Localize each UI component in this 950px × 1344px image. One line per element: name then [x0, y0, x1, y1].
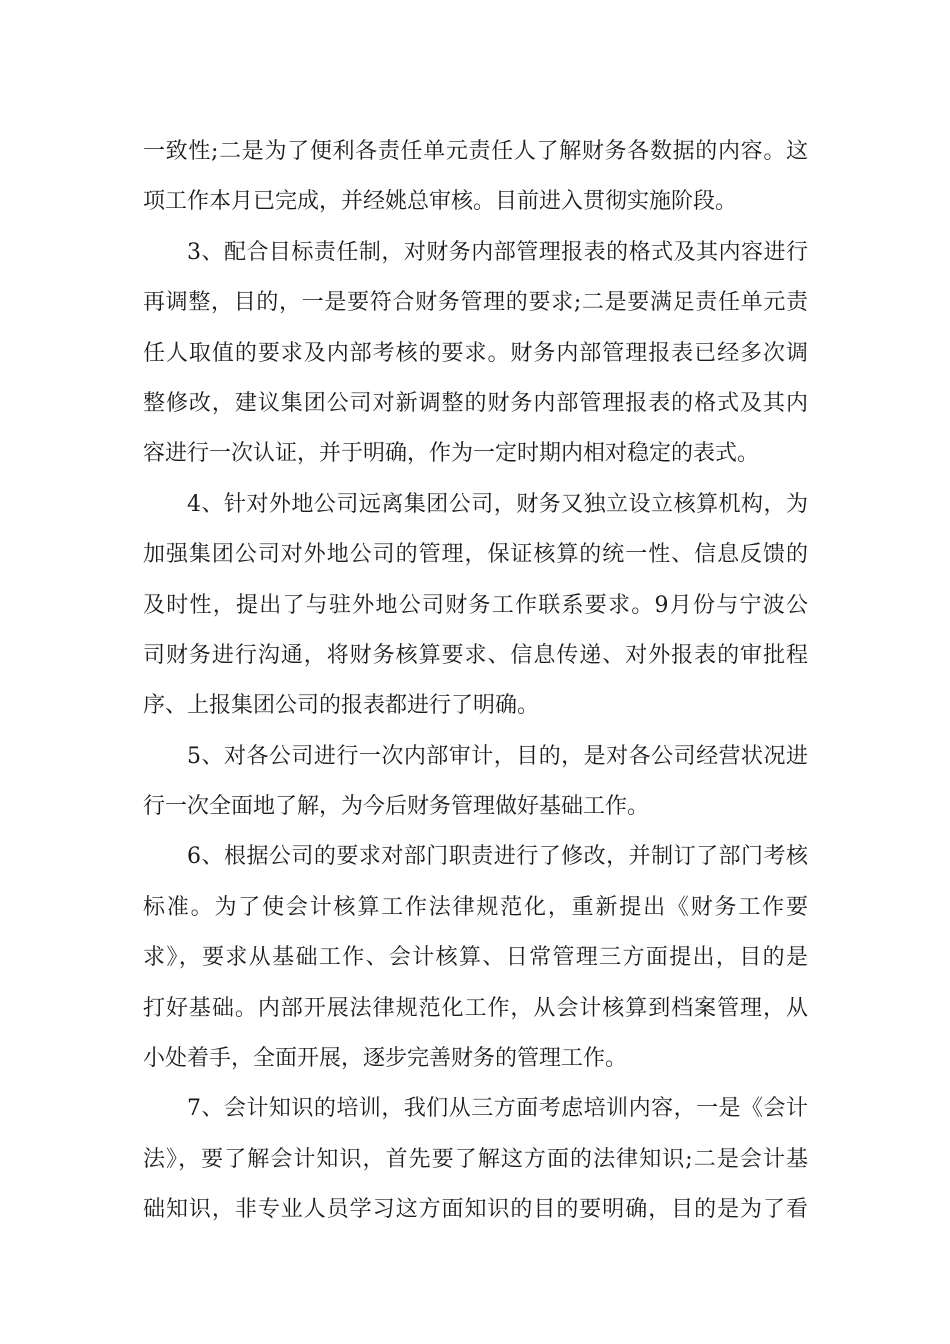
paragraph-line: 整修改，建议集团公司对新调整的财务内部管理报表的格式及其内 — [143, 390, 808, 416]
paragraph-line: 3、配合目标责任制，对财务内部管理报表的格式及其内容进行 — [187, 239, 808, 265]
paragraph-line: 5、对各公司进行一次内部审计，目的，是对各公司经营状况进 — [187, 743, 808, 769]
paragraph-line: 再调整，目的，一是要符合财务管理的要求;二是要满足责任单元责 — [143, 290, 808, 316]
paragraph-line: 及时性，提出了与驻外地公司财务工作联系要求。9月份与宁波公 — [143, 592, 808, 618]
paragraph-line: 容进行一次认证，并于明确，作为一定时期内相对稳定的表式。 — [143, 441, 760, 467]
paragraph-line: 任人取值的要求及内部考核的要求。财务内部管理报表已经多次调 — [143, 340, 808, 366]
paragraph-line: 行一次全面地了解，为今后财务管理做好基础工作。 — [143, 794, 650, 820]
paragraph-line: 标准。为了使会计核算工作法律规范化，重新提出《财务工作要 — [143, 894, 808, 920]
paragraph-line: 4、针对外地公司远离集团公司，财务又独立设立核算机构，为 — [187, 491, 808, 517]
paragraph-line: 础知识，非专业人员学习这方面知识的目的要明确，目的是为了看 — [143, 1197, 808, 1223]
paragraph-line: 6、根据公司的要求对部门职责进行了修改，并制订了部门考核 — [187, 844, 808, 870]
document-body — [143, 127, 808, 1236]
paragraph-line: 序、上报集团公司的报表都进行了明确。 — [143, 693, 540, 719]
paragraph-line: 司财务进行沟通，将财务核算要求、信息传递、对外报表的审批程 — [143, 642, 808, 668]
paragraph-line: 加强集团公司对外地公司的管理，保证核算的统一性、信息反馈的 — [143, 542, 808, 568]
paragraph-line: 7、会计知识的培训，我们从三方面考虑培训内容，一是《会计 — [187, 1096, 808, 1122]
paragraph-line: 项工作本月已完成，并经姚总审核。目前进入贯彻实施阶段。 — [143, 189, 738, 215]
paragraph-line: 小处着手，全面开展，逐步完善财务的管理工作。 — [143, 1046, 628, 1072]
paragraph-line: 一致性;二是为了便利各责任单元责任人了解财务各数据的内容。这 — [143, 139, 808, 164]
paragraph-line: 法》，要了解会计知识，首先要了解这方面的法律知识;二是会计基 — [143, 1146, 808, 1172]
paragraph-line: 打好基础。内部开展法律规范化工作，从会计核算到档案管理，从 — [143, 995, 808, 1021]
paragraph-line: 求》，要求从基础工作、会计核算、日常管理三方面提出，目的是 — [143, 945, 808, 971]
